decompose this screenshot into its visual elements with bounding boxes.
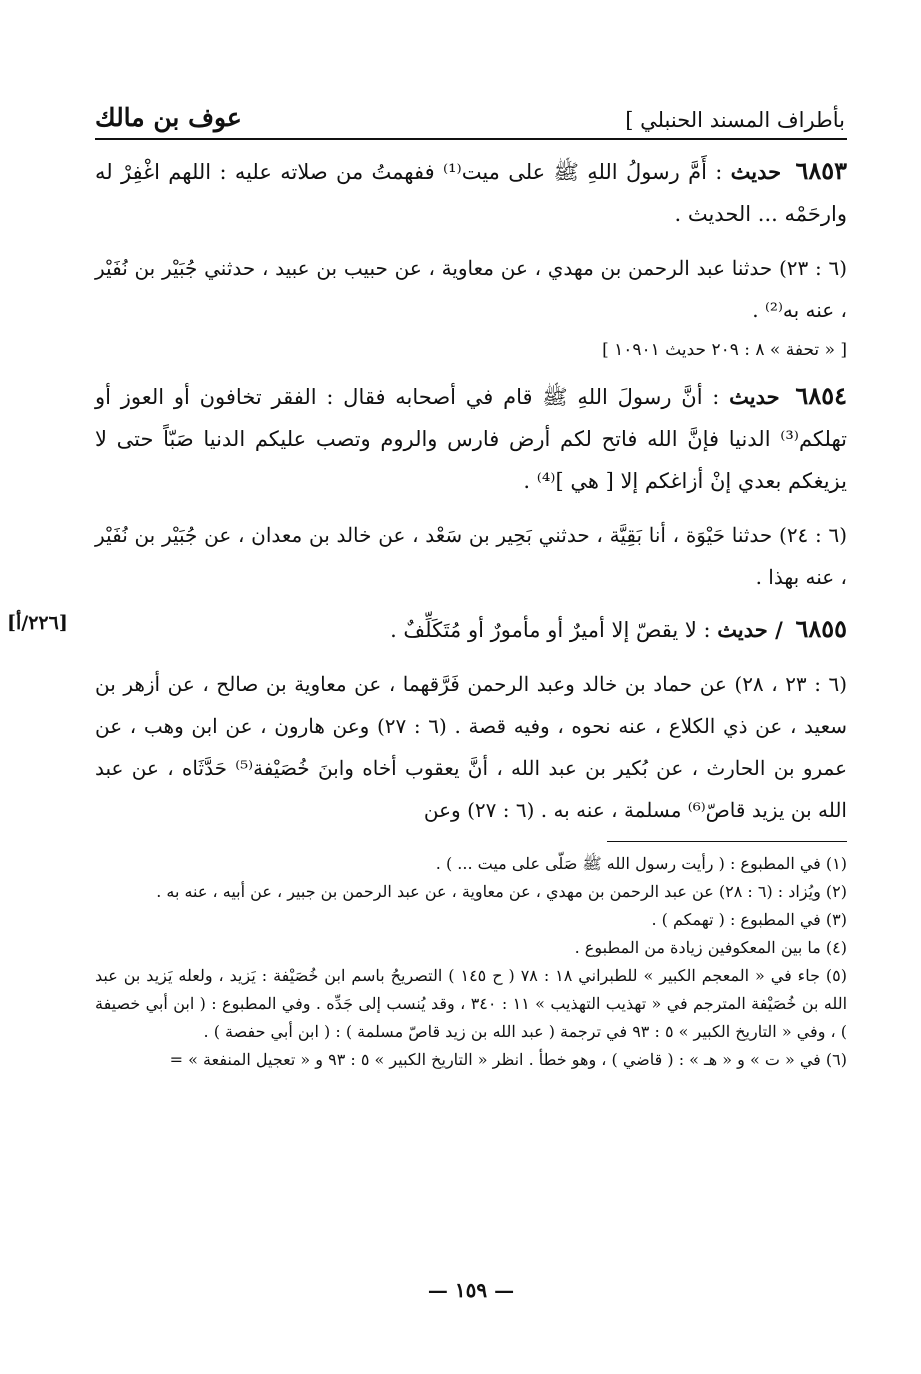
document-page <box>7 92 848 1302</box>
running-header <box>95 92 847 140</box>
hadith-entry <box>95 375 847 598</box>
footnote: (٢) ويُزاد : (٦ : ٢٨) عن عبد الرحمن بن مهدي ، عن معاوية ، عن عبد الرحمن بن جبير ، عن أبيه ، عنه به . <box>156 882 847 901</box>
hadith-number: ٦٨٥٣ <box>795 156 847 185</box>
section-title: عوف بن مالك <box>95 103 242 132</box>
book-title: بأطراف المسند الحنبلي ] <box>625 108 845 132</box>
tuhfa-reference: [ « تحفة » ٨ : ٢٠٩ حديث ١٠٩٠١ ] <box>602 340 847 360</box>
hadith-text <box>95 375 847 502</box>
hadith-text <box>95 608 847 651</box>
hadith-matn: : لا يقصّ إلا أميرٌ أو مأمورٌ أو مُتَكَلِّفٌ . <box>390 618 711 642</box>
footnote: (٦) في « ت » و « هـ » : ( قاضي ) ، وهو خطأ . انظر « التاريخ الكبير » ٥ : ٩٣ و « تعجيل المنفعة » = <box>169 1050 847 1069</box>
footnote: (٣) في المطبوع : ( تهمكم ) . <box>651 910 847 929</box>
hadith-entry <box>95 150 847 365</box>
hadith-number: ٦٨٥٥ <box>795 614 847 643</box>
footnote: (٥) جاء في « المعجم الكبير » للطبراني ١٨ : ٧٨ ( ح ١٤٥ ) التصريحُ باسم ابن خُصَيْفة : يَزيد ، ولعله يَزيد بن عبد الله بن خُصَيْفة المترجم في « تهذيب التهذيب » ١١ : ٣٤٠ ، وقد يُنسب إلى جَدِّه . وفي المطبوع : ( ابن أبي خصيفة ) ، وفي « التاريخ الكبير » ٥ : ٩٣ في ترجمة ( عبد الله بن زيد قاصّ مسلمة ) : ( ابن أبي حفصة ) . <box>95 966 848 1041</box>
hadith-matn: : أَمَّ رسولُ اللهِ ﷺ على ميت⁽¹⁾ ففهمتُ من صلاته عليه : اللهم اغْفِرْ له وارحَمْه ... الحديث . <box>95 160 847 226</box>
footnote: (٤) ما بين المعكوفين زيادة من المطبوع . <box>574 938 847 957</box>
hadith-label: حديث <box>730 159 782 184</box>
hadith-matn: : أنَّ رسولَ اللهِ ﷺ قام في أصحابه فقال : الفقر تخافون أو العوز أو تهلكم⁽³⁾ الدنيا فإنَّ الله فاتح لكم أرض فارس والروم وتصب عليكم الدنيا صَبّاً حتى لا يزيغكم بعدي إنْ أزاغكم إلا [ هي ]⁽⁴⁾ . <box>95 385 847 493</box>
hadith-isnad: (٦ : ٢٤) حدثنا حَيْوَة ، أنا بَقِيَّة ، حدثني بَحِير بن سَعْد ، عن خالد بن معدان ، عن جُبَيْر بن نُفَيْر ، عنه بهذا . <box>95 523 848 589</box>
hadith-text <box>95 150 847 235</box>
hadith-entry <box>7 608 848 831</box>
footnote-divider <box>607 841 847 842</box>
hadith-label: / حديث <box>717 617 783 642</box>
hadith-isnad: (٦ : ٢٣ ، ٢٨) عن حماد بن خالد وعبد الرحمن فَرَّقهما ، عن معاوية بن صالح ، عن أزهر بن سعيد ، عن ذي الكلاع ، عنه نحوه ، وفيه قصة . (٦ : ٢٧) وعن هارون ، عن ابن وهب ، عن عمرو بن الحارث ، عن بُكير بن عبد الله ، أنَّ يعقوب أخاه وابنَ خُصَيْفة⁽⁵⁾ حَدَّثَاه ، عن عبد الله بن يزيد قاصّ⁽⁶⁾ مسلمة ، عنه به . (٦ : ٢٧) وعن <box>95 672 848 822</box>
manuscript-folio-ref: [٢٢٦/أ] <box>7 612 68 634</box>
footnote: (١) في المطبوع : ( رأيت رسول الله ﷺ صَلّى على ميت ... ) . <box>435 854 847 873</box>
hadith-label: حديث <box>729 384 780 409</box>
hadith-number: ٦٨٥٤ <box>795 381 847 410</box>
page-number: — ١٥٩ — <box>427 1278 515 1302</box>
footnotes <box>95 850 847 1074</box>
hadith-isnad: (٦ : ٢٣) حدثنا عبد الرحمن بن مهدي ، عن معاوية ، عن حبيب بن عبيد ، حدثني جُبَيْر بن نُفَيْر ، عنه به⁽²⁾ . <box>95 256 847 322</box>
